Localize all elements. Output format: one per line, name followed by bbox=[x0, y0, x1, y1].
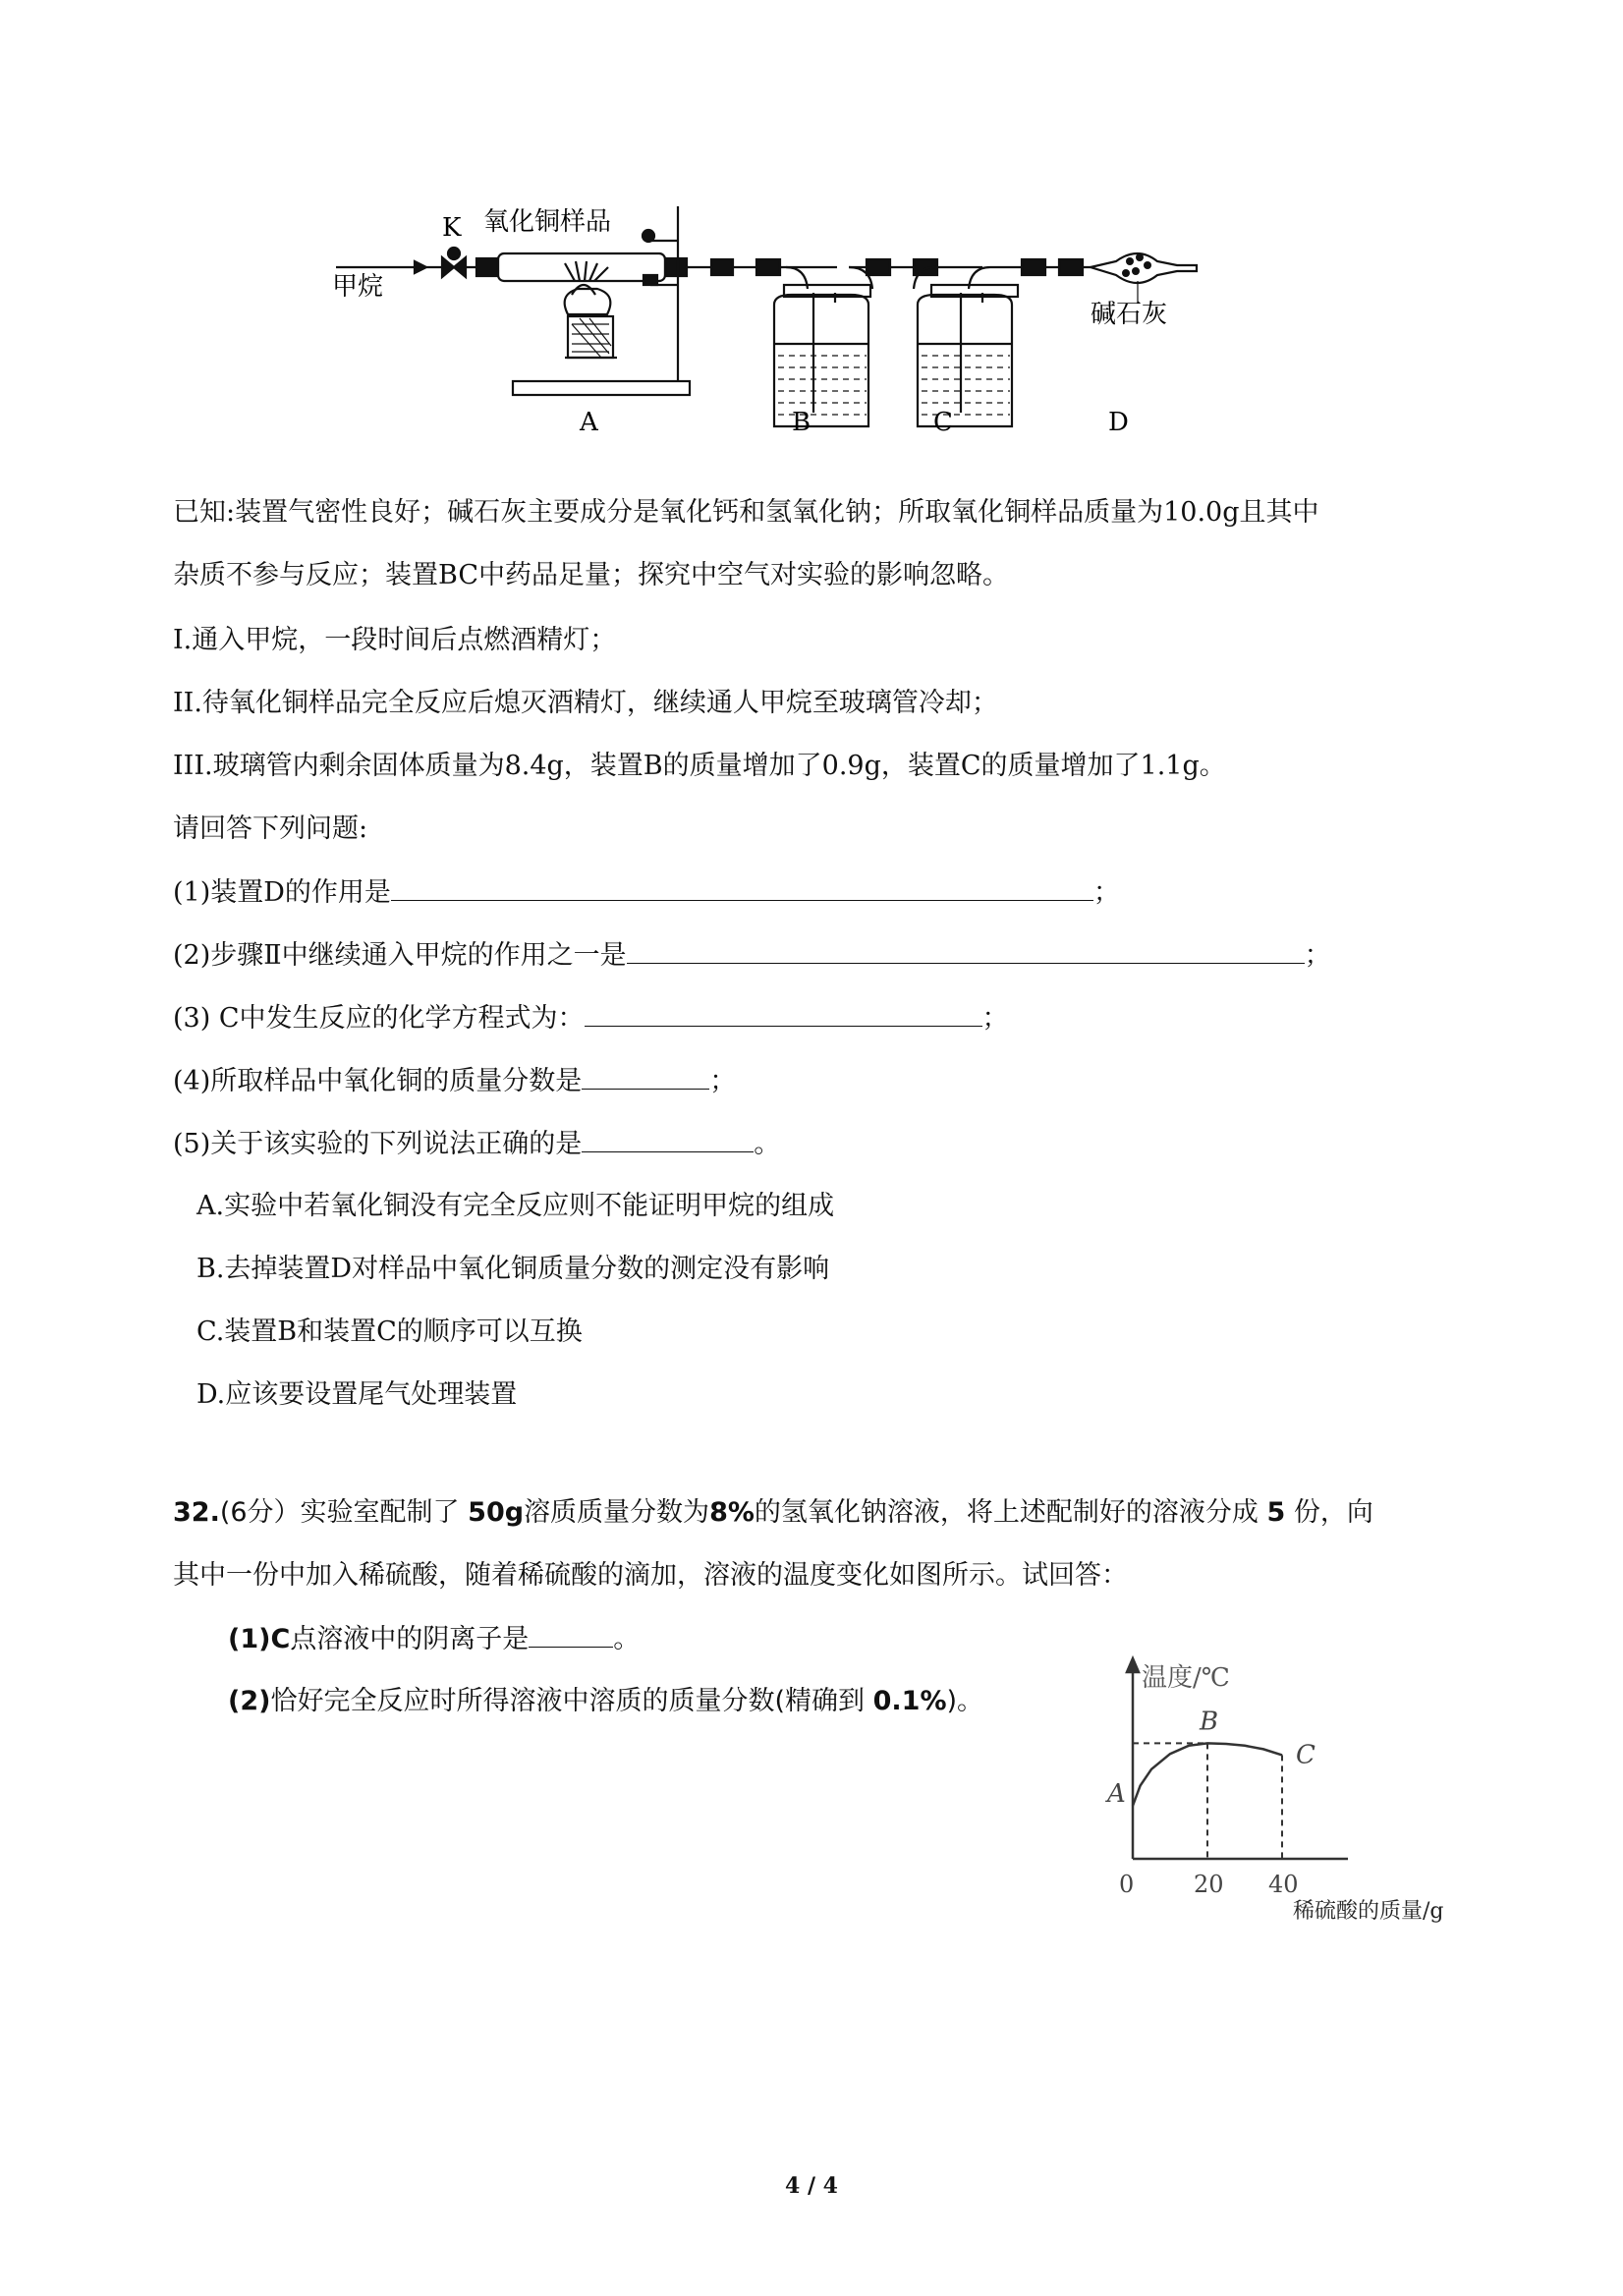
label-b: B bbox=[792, 408, 812, 437]
question-4-end: ； bbox=[709, 1066, 737, 1096]
question-1-end: ； bbox=[1092, 877, 1120, 908]
sample-label: 氧化铜样品 bbox=[483, 207, 612, 237]
sub-2-end: )。 bbox=[946, 1686, 984, 1716]
question-32-text-c: 份，向 bbox=[1293, 1497, 1373, 1528]
question-3-end: ； bbox=[981, 1003, 1009, 1034]
question-32-sub-1 bbox=[228, 1621, 640, 1657]
answer-blank-3[interactable] bbox=[585, 1000, 982, 1027]
answer-blank-2[interactable] bbox=[627, 937, 1305, 964]
question-32-line-2: 其中一份中加入稀硫酸，随着稀硫酸的滴加，溶液的温度变化如图所示。试回答： bbox=[173, 1560, 1128, 1591]
sub-2-number: (2) bbox=[228, 1686, 271, 1716]
question-5 bbox=[173, 1126, 780, 1162]
answer-blank-32-1[interactable] bbox=[529, 1621, 613, 1648]
question-2-text: (2)步骤Ⅱ中继续通入甲烷的作用之一是 bbox=[173, 940, 627, 971]
known-line-2: 杂质不参与反应；装置BC中药品足量；探究中空气对实验的影响忽略。 bbox=[173, 560, 1009, 590]
x-tick-label: 0 bbox=[1119, 1871, 1135, 1898]
prompt: 请回答下列问题: bbox=[173, 813, 368, 844]
question-3 bbox=[173, 1000, 1009, 1036]
lime-label: 碱石灰 bbox=[1091, 300, 1168, 329]
question-3-text: (3) C中发生反应的化学方程式为： bbox=[173, 1003, 585, 1034]
gas-label: 甲烷 bbox=[332, 272, 384, 302]
question-2 bbox=[173, 937, 1331, 974]
valve-label: K bbox=[442, 213, 462, 243]
option-a: A.实验中若氧化铜没有完全反应则不能证明甲烷的组成 bbox=[196, 1191, 835, 1221]
question-32-line-1 bbox=[173, 1495, 1373, 1531]
x-tick-label: 40 bbox=[1268, 1871, 1299, 1898]
sub-1-end: 。 bbox=[613, 1624, 641, 1654]
option-b: B.去掉装置D对样品中氧化铜质量分数的测定没有影响 bbox=[196, 1254, 830, 1284]
question-5-text: (5)关于该实验的下列说法正确的是 bbox=[173, 1129, 583, 1159]
question-2-end: ； bbox=[1304, 940, 1331, 971]
y-axis-label: 温度/℃ bbox=[1142, 1663, 1230, 1693]
question-32-sub-2 bbox=[228, 1684, 983, 1719]
question-1 bbox=[173, 874, 1120, 911]
point-label: C bbox=[1296, 1740, 1315, 1770]
x-axis-label: 稀硫酸的质量/g bbox=[1293, 1899, 1444, 1924]
point-label: A bbox=[1107, 1779, 1126, 1809]
sub-1-text: 点溶液中的阴离子是 bbox=[290, 1624, 530, 1654]
temperature-curve bbox=[1133, 1743, 1282, 1806]
question-32-parts: 5 bbox=[1266, 1497, 1286, 1528]
option-d: D.应该要设置尾气处理装置 bbox=[196, 1379, 518, 1410]
question-32-text-a: 溶质质量分数为 bbox=[524, 1497, 710, 1528]
apparatus-diagram bbox=[314, 196, 1218, 442]
question-32-percent: 8% bbox=[709, 1497, 755, 1528]
x-tick-label: 20 bbox=[1194, 1871, 1224, 1898]
label-a: A bbox=[580, 408, 598, 437]
answer-blank-4[interactable] bbox=[582, 1063, 709, 1090]
point-label: B bbox=[1200, 1707, 1219, 1737]
question-5-end: 。 bbox=[754, 1129, 781, 1159]
question-32-text-b: 的氢氧化钠溶液，将上述配制好的溶液分成 bbox=[754, 1497, 1259, 1528]
temperature-chart bbox=[1091, 1651, 1503, 1935]
question-32-score: (6分）实验室配制了 bbox=[219, 1497, 460, 1528]
sub-2-text: 恰好完全反应时所得溶液中溶质的质量分数(精确到 bbox=[270, 1686, 866, 1716]
label-d: D bbox=[1108, 408, 1129, 437]
question-4 bbox=[173, 1063, 736, 1099]
step-2: II.待氧化铜样品完全反应后熄灭酒精灯，继续通人甲烷至玻璃管冷却； bbox=[173, 688, 998, 718]
option-c: C.装置B和装置C的顺序可以互换 bbox=[196, 1316, 583, 1347]
question-1-text: (1)装置D的作用是 bbox=[173, 877, 391, 908]
step-3: III.玻璃管内剩余固体质量为8.4g，装置B的质量增加了0.9g，装置C的质量增加了1.1g。 bbox=[173, 751, 1226, 781]
y-axis-arrow bbox=[1127, 1658, 1139, 1672]
known-line-1: 已知:装置气密性良好；碱石灰主要成分是氧化钙和氢氧化钠；所取氧化铜样品质量为10.0g且其中 bbox=[173, 497, 1319, 528]
sub-1-point: C bbox=[270, 1624, 291, 1654]
sub-2-value: 0.1% bbox=[872, 1686, 947, 1716]
page-number: 4 / 4 bbox=[785, 2173, 838, 2199]
step-1: I.通入甲烷，一段时间后点燃酒精灯； bbox=[173, 625, 617, 655]
answer-blank-5[interactable] bbox=[582, 1126, 754, 1152]
question-32-mass: 50g bbox=[468, 1497, 525, 1528]
question-4-text: (4)所取样品中氧化铜的质量分数是 bbox=[173, 1066, 583, 1096]
answer-blank-1[interactable] bbox=[391, 874, 1093, 901]
sub-1-number: (1) bbox=[228, 1624, 271, 1654]
label-c: C bbox=[933, 408, 953, 437]
question-32-number: 32. bbox=[173, 1497, 220, 1528]
